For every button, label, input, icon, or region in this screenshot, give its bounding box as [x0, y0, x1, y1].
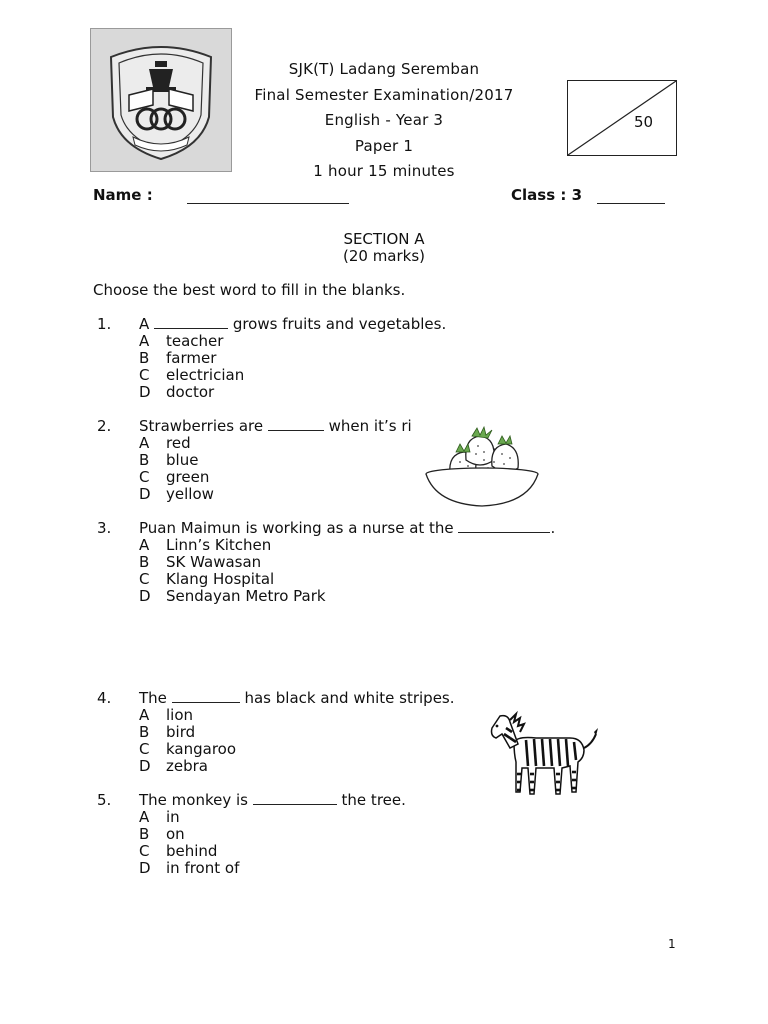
strawberry-bowl-image	[422, 416, 542, 512]
exam-duration: 1 hour 15 minutes	[313, 162, 455, 180]
option-a[interactable]	[139, 333, 223, 350]
option-text: bird	[166, 723, 196, 741]
page-number: 1	[668, 937, 676, 951]
exam-title: Final Semester Examination/2017	[254, 86, 514, 104]
section-title: SECTION A	[343, 230, 425, 248]
option-letter: A	[139, 706, 150, 724]
subject-title: English - Year 3	[324, 111, 444, 129]
option-c[interactable]	[139, 367, 244, 384]
option-letter: B	[139, 553, 150, 571]
option-letter: D	[139, 485, 151, 503]
option-text: teacher	[166, 332, 224, 350]
option-text: kangaroo	[166, 740, 237, 758]
question-text-end: grows fruits and vegetables.	[232, 315, 447, 333]
option-d[interactable]	[139, 486, 214, 503]
question-text	[139, 316, 446, 333]
option-text: farmer	[166, 349, 217, 367]
option-text: in front of	[166, 859, 240, 877]
option-text: zebra	[166, 757, 208, 775]
question-text-start: The	[139, 689, 167, 707]
option-text: red	[166, 434, 191, 452]
score-box	[567, 80, 677, 156]
option-b[interactable]	[139, 452, 198, 469]
zebra-icon	[488, 706, 600, 800]
option-letter: A	[139, 332, 150, 350]
option-text: lion	[166, 706, 194, 724]
option-text: blue	[166, 451, 199, 469]
question-number: 1.	[97, 315, 112, 333]
option-letter: A	[139, 808, 150, 826]
class-label: Class : 3	[511, 186, 583, 204]
option-text: electrician	[166, 366, 245, 384]
option-text: Klang Hospital	[166, 570, 275, 588]
option-a[interactable]	[139, 435, 191, 452]
option-text: Linn’s Kitchen	[166, 536, 272, 554]
score-divider-line	[568, 81, 676, 155]
option-letter: C	[139, 842, 150, 860]
option-letter: B	[139, 723, 150, 741]
paper-title: Paper 1	[354, 137, 414, 155]
option-c[interactable]	[139, 469, 209, 486]
question-text-end: when it’s ri	[328, 417, 412, 435]
option-letter: C	[139, 570, 150, 588]
option-d[interactable]	[139, 384, 214, 401]
answer-blank[interactable]	[268, 430, 324, 431]
option-c[interactable]	[139, 741, 236, 758]
question-number: 5.	[97, 791, 112, 809]
question-text-end: the tree.	[341, 791, 406, 809]
instructions: Choose the best word to fill in the blanks.	[93, 281, 406, 299]
option-text: doctor	[166, 383, 215, 401]
name-label: Name :	[93, 186, 153, 204]
answer-blank[interactable]	[172, 702, 240, 703]
question-number: 2.	[97, 417, 112, 435]
option-text: Sendayan Metro Park	[166, 587, 326, 605]
option-letter: B	[139, 825, 150, 843]
option-letter: D	[139, 383, 151, 401]
strawberry-bowl-icon	[422, 416, 542, 512]
question-text	[139, 418, 412, 435]
option-b[interactable]	[139, 554, 261, 571]
option-d[interactable]	[139, 758, 208, 775]
question-text-end: .	[550, 519, 556, 537]
section-marks: (20 marks)	[342, 247, 426, 265]
option-letter: D	[139, 757, 151, 775]
option-text: SK Wawasan	[166, 553, 262, 571]
option-text: behind	[166, 842, 218, 860]
question-text-start: The monkey is	[139, 791, 248, 809]
option-text: green	[166, 468, 210, 486]
answer-blank[interactable]	[458, 532, 550, 533]
option-letter: A	[139, 536, 150, 554]
option-d[interactable]	[139, 860, 239, 877]
option-b[interactable]	[139, 724, 195, 741]
option-b[interactable]	[139, 826, 185, 843]
option-text: yellow	[166, 485, 214, 503]
question-text-start: Puan Maimun is working as a nurse at the	[139, 519, 454, 537]
option-letter: D	[139, 859, 151, 877]
name-blank[interactable]	[187, 203, 349, 204]
option-a[interactable]	[139, 707, 193, 724]
option-c[interactable]	[139, 571, 274, 588]
question-text	[139, 792, 406, 809]
option-a[interactable]	[139, 809, 180, 826]
option-letter: A	[139, 434, 150, 452]
option-letter: C	[139, 468, 150, 486]
option-text: in	[166, 808, 180, 826]
option-d[interactable]	[139, 588, 326, 605]
option-text: on	[166, 825, 185, 843]
answer-blank[interactable]	[154, 328, 228, 329]
option-letter: C	[139, 366, 150, 384]
option-letter: B	[139, 349, 150, 367]
question-text-end: has black and white stripes.	[244, 689, 455, 707]
option-b[interactable]	[139, 350, 216, 367]
total-marks: 50	[634, 113, 654, 131]
option-letter: D	[139, 587, 151, 605]
question-number: 4.	[97, 689, 112, 707]
option-a[interactable]	[139, 537, 271, 554]
zebra-image	[488, 706, 600, 800]
option-c[interactable]	[139, 843, 217, 860]
answer-blank[interactable]	[253, 804, 337, 805]
question-text-start: A	[139, 315, 150, 333]
option-letter: C	[139, 740, 150, 758]
option-letter: B	[139, 451, 150, 469]
school-name: SJK(T) Ladang Seremban	[288, 60, 480, 78]
question-number: 3.	[97, 519, 112, 537]
question-text	[139, 690, 455, 707]
question-text-start: Strawberries are	[139, 417, 264, 435]
question-text	[139, 520, 555, 537]
class-blank[interactable]	[597, 203, 665, 204]
